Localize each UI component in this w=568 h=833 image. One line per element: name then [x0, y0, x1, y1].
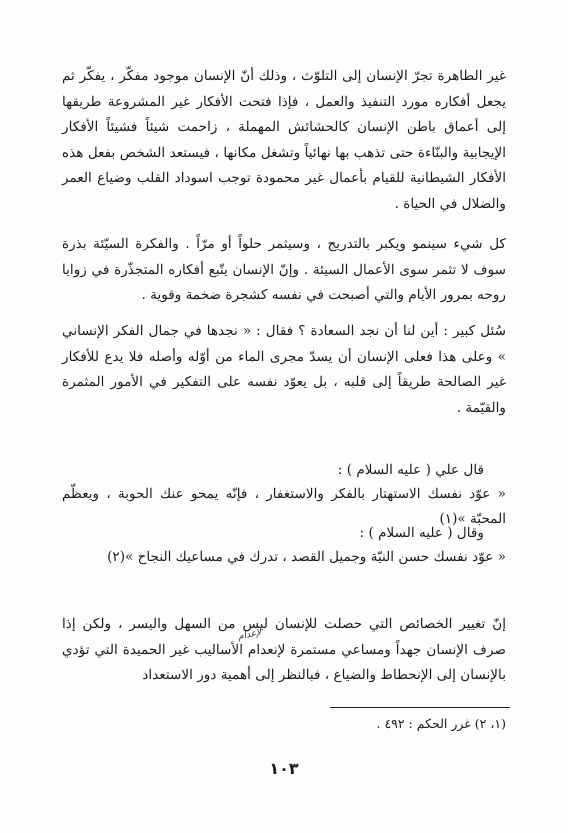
footnote: (١، ٢) غرر الحكم : ٤٩٢ .	[376, 716, 506, 731]
paragraph-1: غير الطاهرة تجرّ الإنسان إلى التلوّث ، وذلك أنّ الإنسان موجود مفكّر ، يفكّر ثم يجعل أفكاره مورد التنفيذ والعمل ، فإذا فتحت الأفكار غير المشروعة طريقها إلى أعماق باطن الإنسان كالحشائش المهملة ، زاحمت شيئاً فشيئاً الأفكار الإيجابية والبنّاءة حتى تذهب بها نهائياً وتشغل مكانها ، فيستعد الشخص بفعل هذه الأفكار الشيطانية للقيام بأعمال غير محمودة توجب اسوداد القلب وضياع العمر والضلال في الحياة .	[62, 68, 506, 212]
quote-intro-1: قال علي ( عليه السلام ) :	[337, 462, 484, 478]
paragraph-2: كل شيء سينمو ويكبر بالتدريج ، وسيثمر حلواً أو مرّاً . والفكرة السيّئة بذرة سوف لا تثمر سوى الأعمال السيئة . وإنّ الإنسان يتّبع أفكاره المتجذّرة في زوايا روحه بمرور الأيام والتي أصبحت في نفسه كشجرة ضخمة وقوية .	[62, 236, 506, 304]
page-number: ١٠٣	[269, 759, 299, 778]
quote-1: « عوّد نفسك الاستهتار بالفكر والاستغفار ، فإنّه يمحو عنك الحوبة ، ويعظّم المحبّة »(١)	[62, 486, 506, 527]
handwritten-annotation: لإعدام	[237, 627, 263, 643]
footnote-divider	[330, 707, 510, 708]
paragraph-3: سُئل كبير : أين لنا أن نجد السعادة ؟ فقال : « نجدها في جمال الفكر الإنساني » وعلى هذا فعلى الإنسان أن يسدّ مجرى الماء من أوّله وأصله فلا يدع للأفكار غير الصالحة طريقاً إلى قلبه ، بل يعوّد نفسه على التفكير في الأمور المثمرة والقيّمة .	[62, 323, 506, 416]
paragraph-4: إنّ تغيير الخصائص التي حصلت للإنسان ليس من السهل واليسر ، ولكن إذا صرف الإنسان جهداً ومساعي مستمرة لإنعدام الأساليب غير الحميدة التي تؤدي بالإنسان إلى الإنحطاط والضياع ، فبالنظر إلى أهمية دور الاستعداد	[62, 616, 506, 684]
quote-2: « عوّد نفسك حسن النيّة وجميل القصد ، تدرك في مساعيك النجاح »(٢)	[107, 549, 506, 565]
quote-intro-2: وقال ( عليه السلام ) :	[359, 525, 484, 541]
